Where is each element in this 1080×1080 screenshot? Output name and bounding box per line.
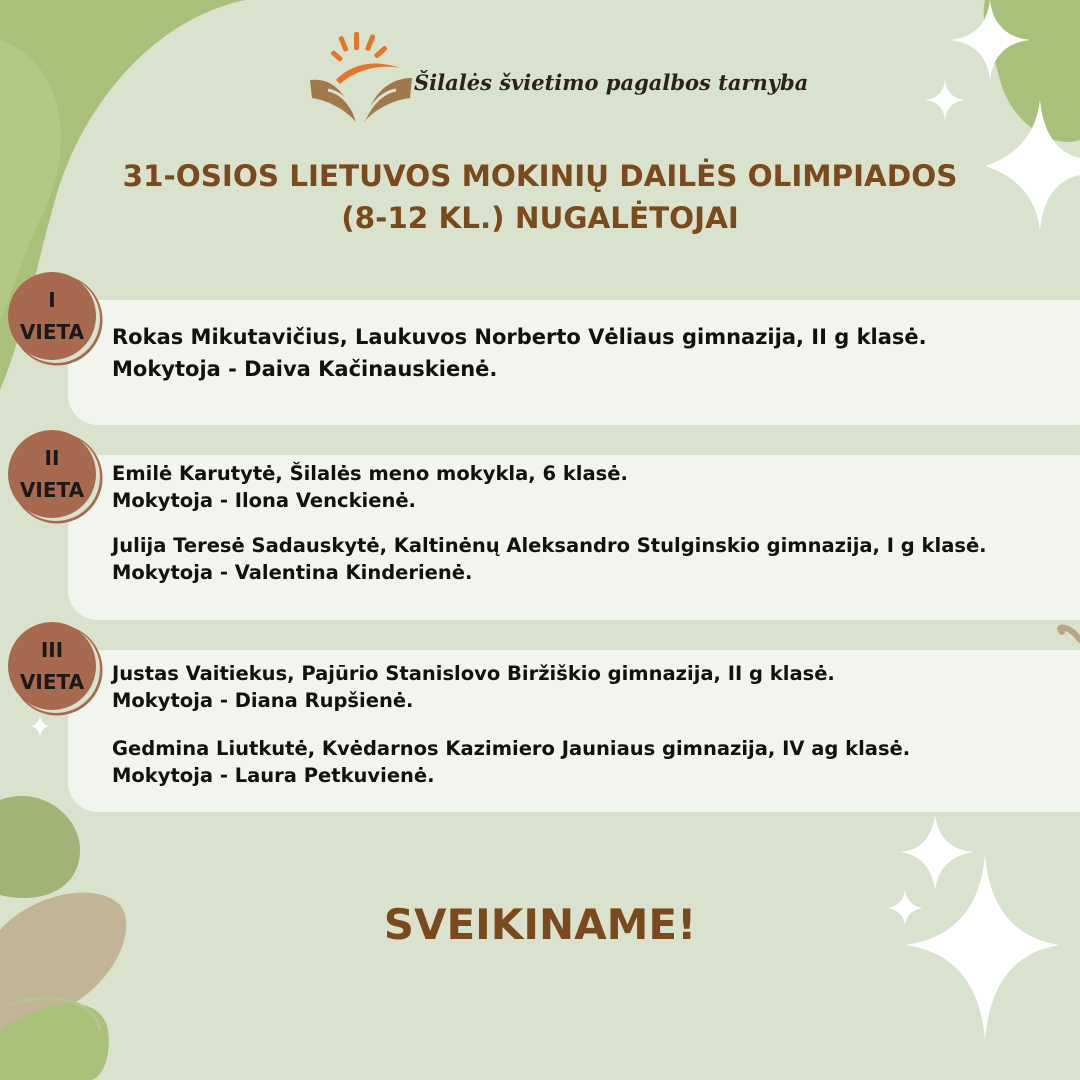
winner-teacher: Mokytoja - Ilona Venckienė.: [112, 489, 416, 512]
place-label: VIETA: [19, 670, 85, 694]
green-blob-top-right: [984, 0, 1080, 142]
title-line-1: 31-OSIOS LIETUVOS MOKINIŲ DAILĖS OLIMPIADOS: [122, 159, 958, 193]
place-badge-2: [8, 430, 96, 518]
open-book-sunrise-icon: [308, 32, 418, 127]
place-roman: III: [40, 638, 64, 662]
winner-student: Justas Vaitiekus, Pajūrio Stanislovo Biržiškio gimnazija, II g klasė.: [112, 662, 835, 685]
greeting: SVEIKINAME!: [383, 900, 697, 949]
winner-entry: [112, 660, 835, 714]
page-title: [0, 155, 1080, 239]
winner-student: Rokas Mikutavičius, Laukuvos Norberto Vėliaus gimnazija, II g klasė.: [112, 325, 927, 349]
place-label: VIETA: [19, 320, 85, 344]
tan-arc-1: [1060, 627, 1080, 640]
title-line-2: (8-12 KL.) NUGALĖTOJAI: [341, 201, 739, 235]
winner-teacher: Mokytoja - Laura Petkuvienė.: [112, 764, 435, 787]
winner-entry: [112, 321, 927, 385]
green-blob-bottom-left: [0, 796, 80, 898]
winner-entry: [112, 735, 910, 789]
winner-student: Gedmina Liutkutė, Kvėdarnos Kazimiero Jauniaus gimnazija, IV ag klasė.: [112, 737, 911, 760]
place-badge-3: [8, 622, 96, 710]
winner-entry: [112, 460, 628, 514]
place-roman: I: [48, 288, 56, 312]
org-name: Šilalės švietimo pagalbos tarnyba: [414, 70, 809, 95]
winner-teacher: Mokytoja - Daiva Kačinauskienė.: [112, 357, 498, 381]
place-roman: II: [44, 446, 60, 470]
winner-teacher: Mokytoja - Diana Rupšienė.: [112, 689, 414, 712]
winner-student: Emilė Karutytė, Šilalės meno mokykla, 6 klasė.: [112, 462, 628, 485]
winner-teacher: Mokytoja - Valentina Kinderienė.: [112, 561, 473, 584]
winner-student: Julija Teresė Sadauskytė, Kaltinėnų Aleksandro Stulginskio gimnazija, I g klasė.: [112, 534, 987, 557]
winner-entry: [112, 532, 987, 586]
place-label: VIETA: [19, 478, 85, 502]
place-badge-1: [8, 272, 96, 360]
